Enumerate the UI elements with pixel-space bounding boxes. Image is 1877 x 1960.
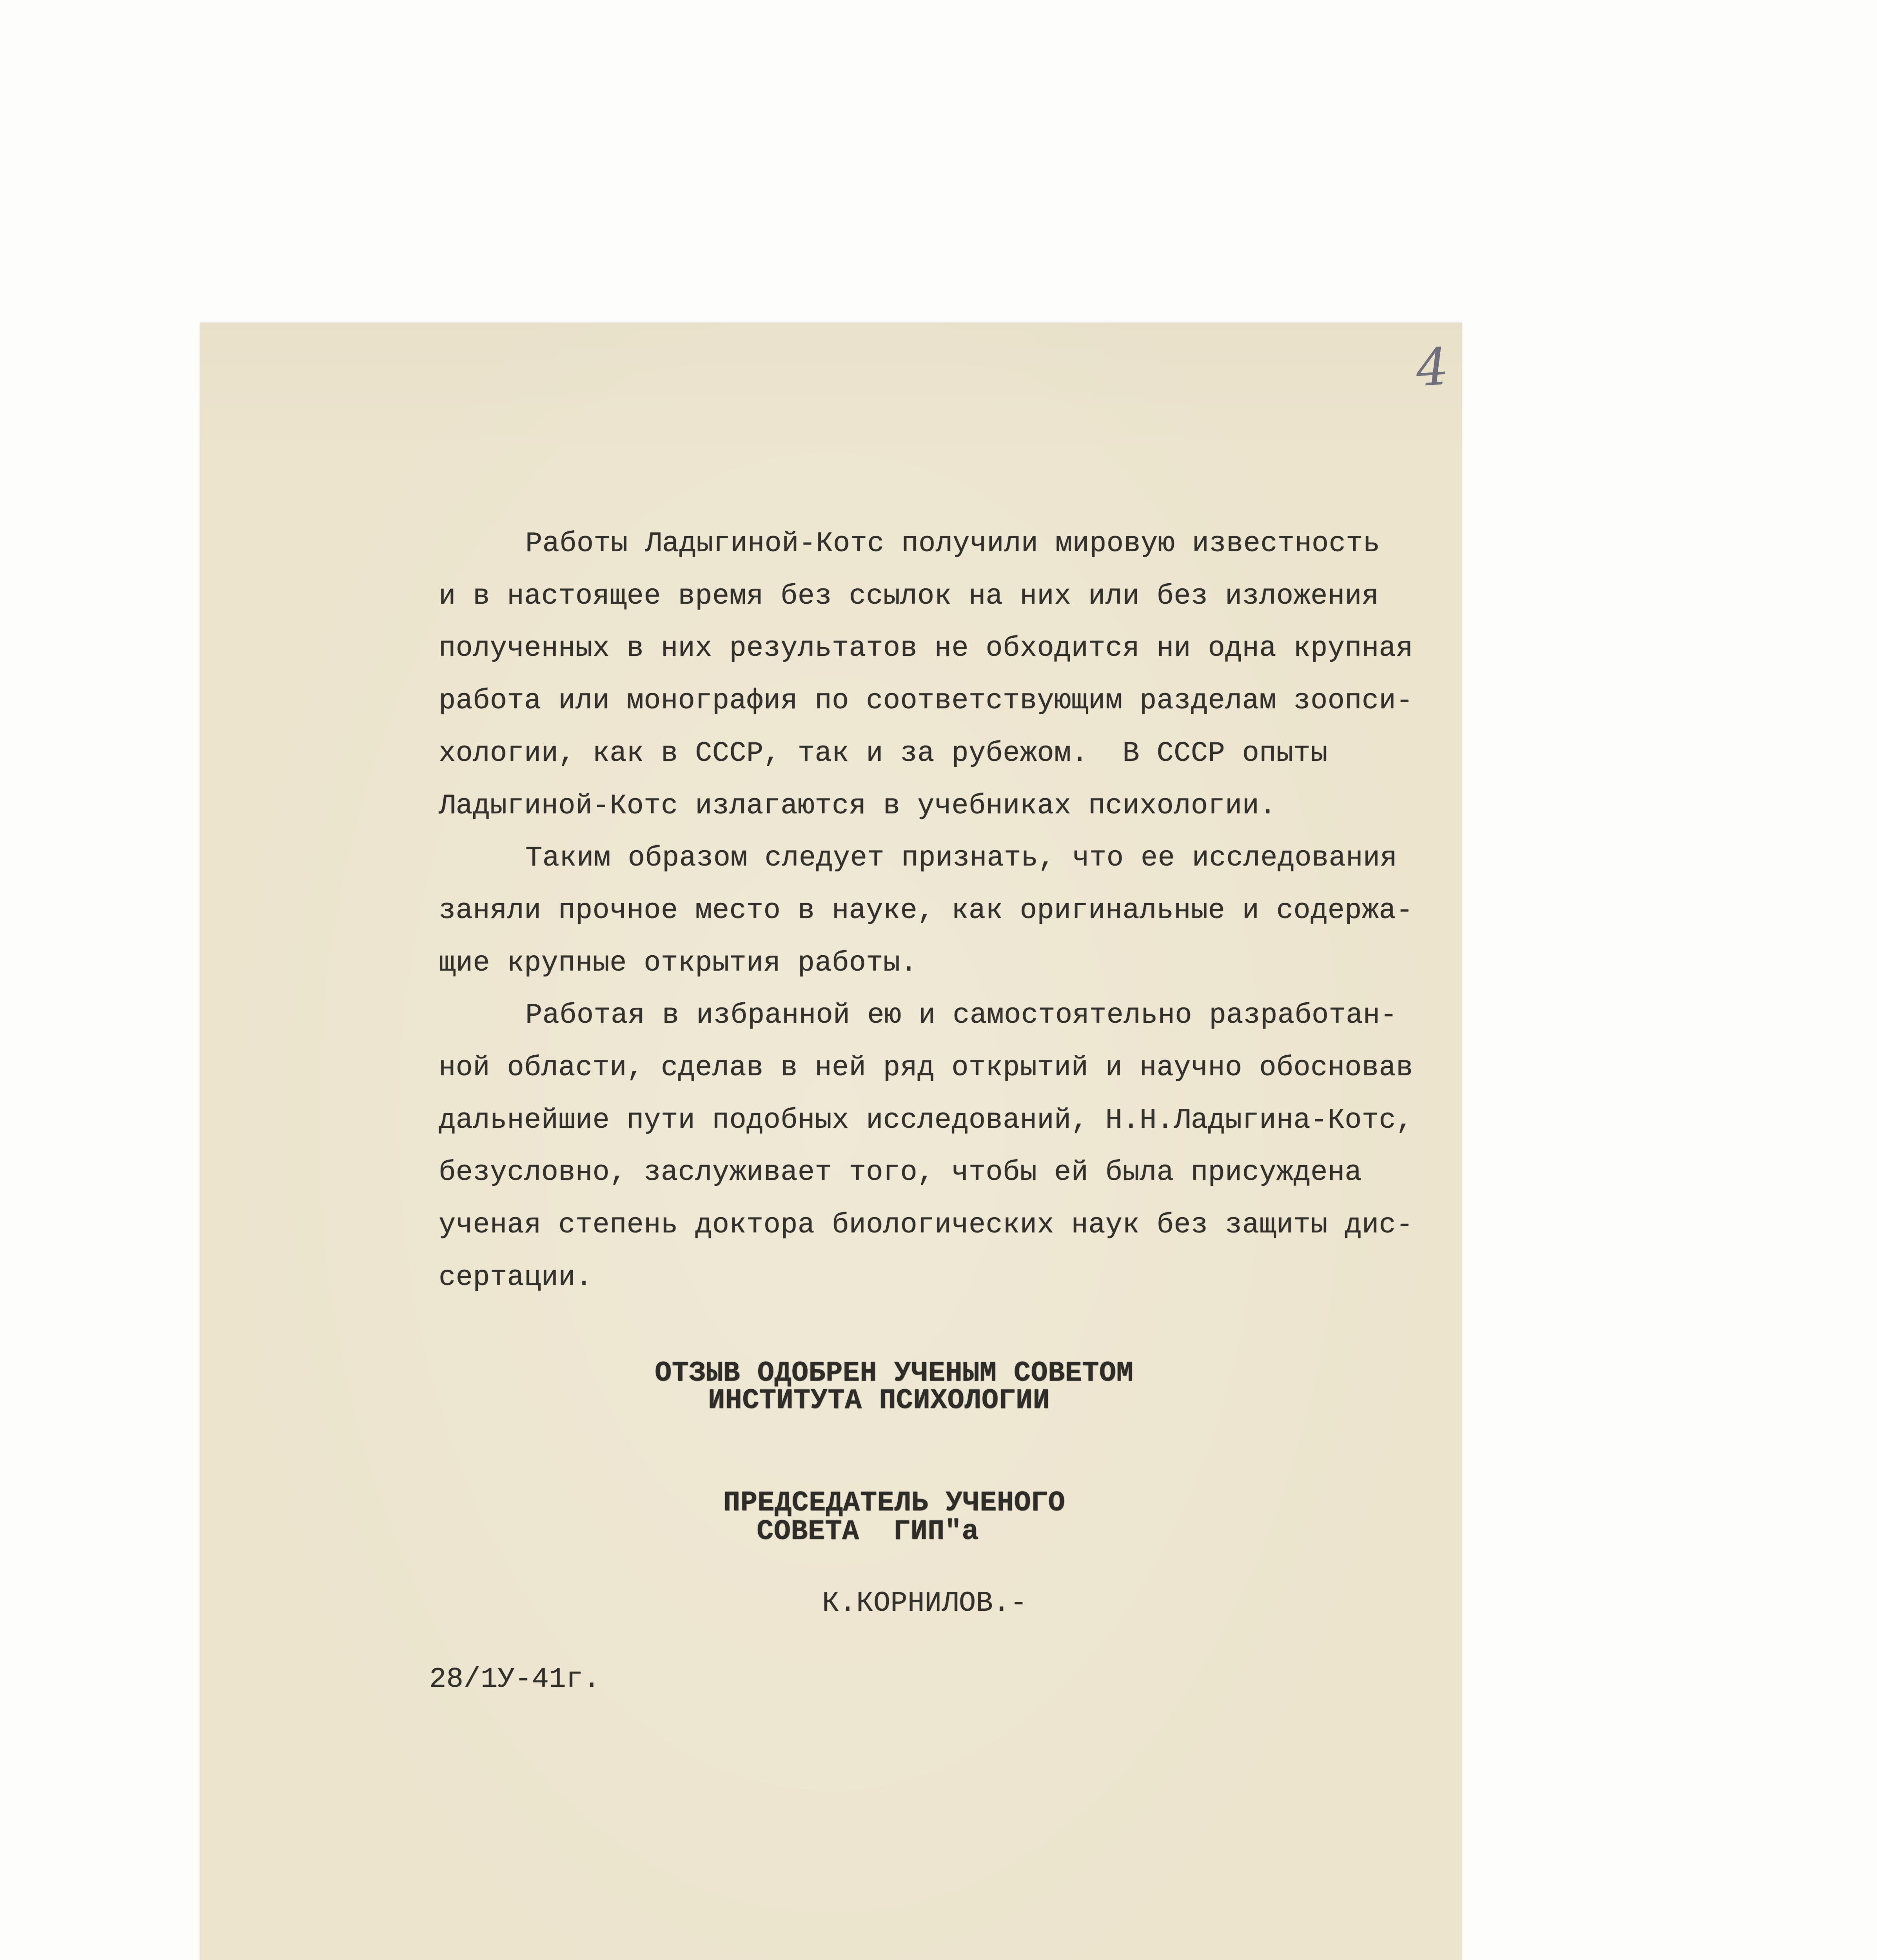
body-line: ученая степень доктора биологических наук без защиты дис- xyxy=(439,1209,1413,1241)
body-line: заняли прочное место в науке, как оригинальные и содержа- xyxy=(439,895,1413,927)
body-line: работа или монография по соответствующим разделам зоопси- xyxy=(439,685,1413,717)
approval-line: ИНСТИТУТА ПСИХОЛОГИИ xyxy=(708,1385,1050,1417)
body-line: Таким образом следует признать, что ее исследования xyxy=(525,842,1397,874)
body-line: безусловно, заслуживает того, чтобы ей была присуждена xyxy=(439,1156,1362,1189)
signatory-name: К.КОРНИЛОВ.- xyxy=(822,1587,1027,1619)
body-line: Работая в избранной ею и самостоятельно разработан- xyxy=(525,999,1397,1031)
body-line: ной области, сделав в ней ряд открытий и научно обосновав xyxy=(439,1052,1413,1084)
body-line: щие крупные открытия работы. xyxy=(439,947,917,979)
body-line: и в настоящее время без ссылок на них или без изложения xyxy=(439,580,1379,612)
signatory-title: ПРЕДСЕДАТЕЛЬ УЧЕНОГО xyxy=(723,1487,1066,1519)
document-date: 28/1У-41г. xyxy=(429,1663,601,1695)
body-line: полученных в них результатов не обходится ни одна крупная xyxy=(439,632,1413,664)
body-line: Ладыгиной-Котс излагаются в учебниках психологии. xyxy=(439,790,1276,822)
handwritten-page-number: 4 xyxy=(1414,336,1450,398)
body-line: хологии, как в СССР, так и за рубежом. В СССР опыты xyxy=(439,737,1328,769)
body-line: сертации. xyxy=(439,1261,593,1294)
body-line: дальнейшие пути подобных исследований, Н.Н.Ладыгина-Котс, xyxy=(439,1104,1413,1136)
approval-line: ОТЗЫВ ОДОБРЕН УЧЕНЫМ СОВЕТОМ xyxy=(655,1357,1133,1389)
body-line: Работы Ладыгиной-Котс получили мировую известность xyxy=(525,528,1380,560)
signatory-title: СОВЕТА ГИП"а xyxy=(757,1515,979,1548)
